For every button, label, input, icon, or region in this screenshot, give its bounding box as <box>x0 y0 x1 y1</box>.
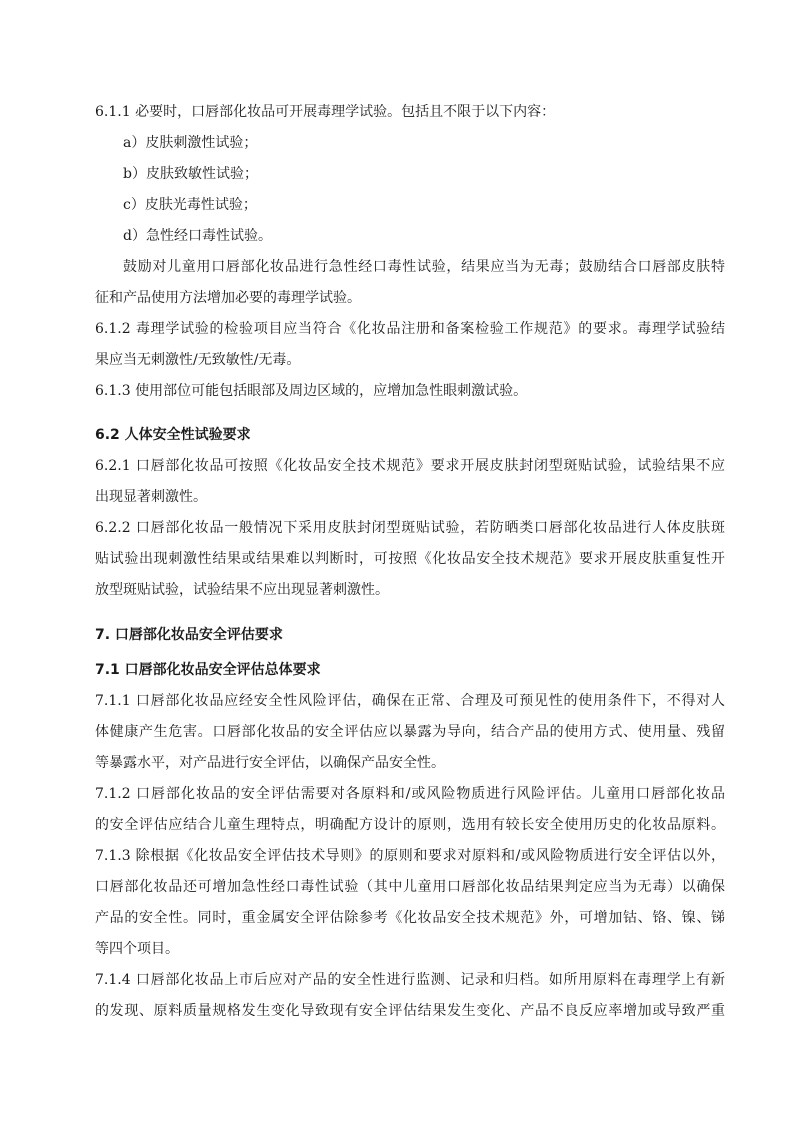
clause-6-1-1-line-1: 6.1.1 必要时，口唇部化妆品可开展毒理学试验。包括且不限于以下内容： <box>95 104 556 120</box>
clause-7-1-3-line-2: 口唇部化妆品还可增加急性经口毒性试验（其中儿童用口唇部化妆品结果判定应当为无毒）以确保 <box>95 879 725 895</box>
clause-6-2-2-line-1: 6.2.2 口唇部化妆品一般情况下采用皮肤封闭型斑贴试验，若防晒类口唇部化妆品进行人体皮肤斑 <box>95 520 725 536</box>
list-item-d: d）急性经口毒性试验。 <box>123 228 272 244</box>
section-7-1-heading: 7.1 口唇部化妆品安全评估总体要求 <box>95 662 321 678</box>
clause-6-2-1-line-1: 6.2.1 口唇部化妆品可按照《化妆品安全技术规范》要求开展皮肤封闭型斑贴试验，试验结果不应 <box>95 458 725 474</box>
clause-6-2-2-line-2: 贴试验出现刺激性结果或结果难以判断时，可按照《化妆品安全技术规范》要求开展皮肤重复性开 <box>95 551 725 567</box>
clause-7-1-1-line-3: 等暴露水平，对产品进行安全评估，以确保产品安全性。 <box>95 755 445 771</box>
clause-7-1-2-line-1: 7.1.2 口唇部化妆品的安全评估需要对各原料和/或风险物质进行风险评估。儿童用口唇部化妆品 <box>95 786 725 802</box>
clause-7-1-3-line-1: 7.1.3 除根据《化妆品安全评估技术导则》的原则和要求对原料和/或风险物质进行安全评估以外， <box>95 848 725 864</box>
clause-6-1-2-line-2: 果应当无刺激性/无致敏性/无毒。 <box>95 352 301 368</box>
section-7-heading: 7. 口唇部化妆品安全评估要求 <box>95 627 283 643</box>
clause-6-1-3-line-1: 6.1.3 使用部位可能包括眼部及周边区域的，应增加急性眼刺激试验。 <box>95 383 528 399</box>
clause-7-1-4-line-2: 的发现、原料质量规格发生变化导致现有安全评估结果发生变化、产品不良反应率增加或导致严重 <box>95 1003 725 1019</box>
paragraph-encourage-line-1: 鼓励对儿童用口唇部化妆品进行急性经口毒性试验，结果应当为无毒；鼓励结合口唇部皮肤特 <box>123 259 725 275</box>
list-item-c: c）皮肤光毒性试验； <box>123 197 257 213</box>
clause-7-1-1-line-1: 7.1.1 口唇部化妆品应经安全性风险评估，确保在正常、合理及可预见性的使用条件下，不得对人 <box>95 693 725 709</box>
list-item-a: a）皮肤刺激性试验； <box>123 135 258 151</box>
paragraph-encourage-line-2: 征和产品使用方法增加必要的毒理学试验。 <box>95 290 361 306</box>
clause-7-1-4-line-1: 7.1.4 口唇部化妆品上市后应对产品的安全性进行监测、记录和归档。如所用原料在毒理学上有新 <box>95 972 725 988</box>
list-item-b: b）皮肤致敏性试验； <box>123 166 258 182</box>
section-6-2-heading: 6.2 人体安全性试验要求 <box>95 427 251 443</box>
clause-7-1-2-line-2: 的安全评估应结合儿童生理特点，明确配方设计的原则，选用有较长安全使用历史的化妆品原料。 <box>95 817 725 833</box>
clause-7-1-1-line-2: 体健康产生危害。口唇部化妆品的安全评估应以暴露为导向，结合产品的使用方式、使用量、残留 <box>95 724 725 740</box>
clause-6-2-1-line-2: 出现显著刺激性。 <box>95 489 207 505</box>
clause-7-1-3-line-3: 产品的安全性。同时，重金属安全评估除参考《化妆品安全技术规范》外，可增加钴、铬、镍、锑 <box>95 910 725 926</box>
clause-7-1-3-line-4: 等四个项目。 <box>95 941 179 957</box>
clause-6-1-2-line-1: 6.1.2 毒理学试验的检验项目应当符合《化妆品注册和备案检验工作规范》的要求。毒理学试验结 <box>95 321 725 337</box>
clause-6-2-2-line-3: 放型斑贴试验，试验结果不应出现显著刺激性。 <box>95 582 389 598</box>
